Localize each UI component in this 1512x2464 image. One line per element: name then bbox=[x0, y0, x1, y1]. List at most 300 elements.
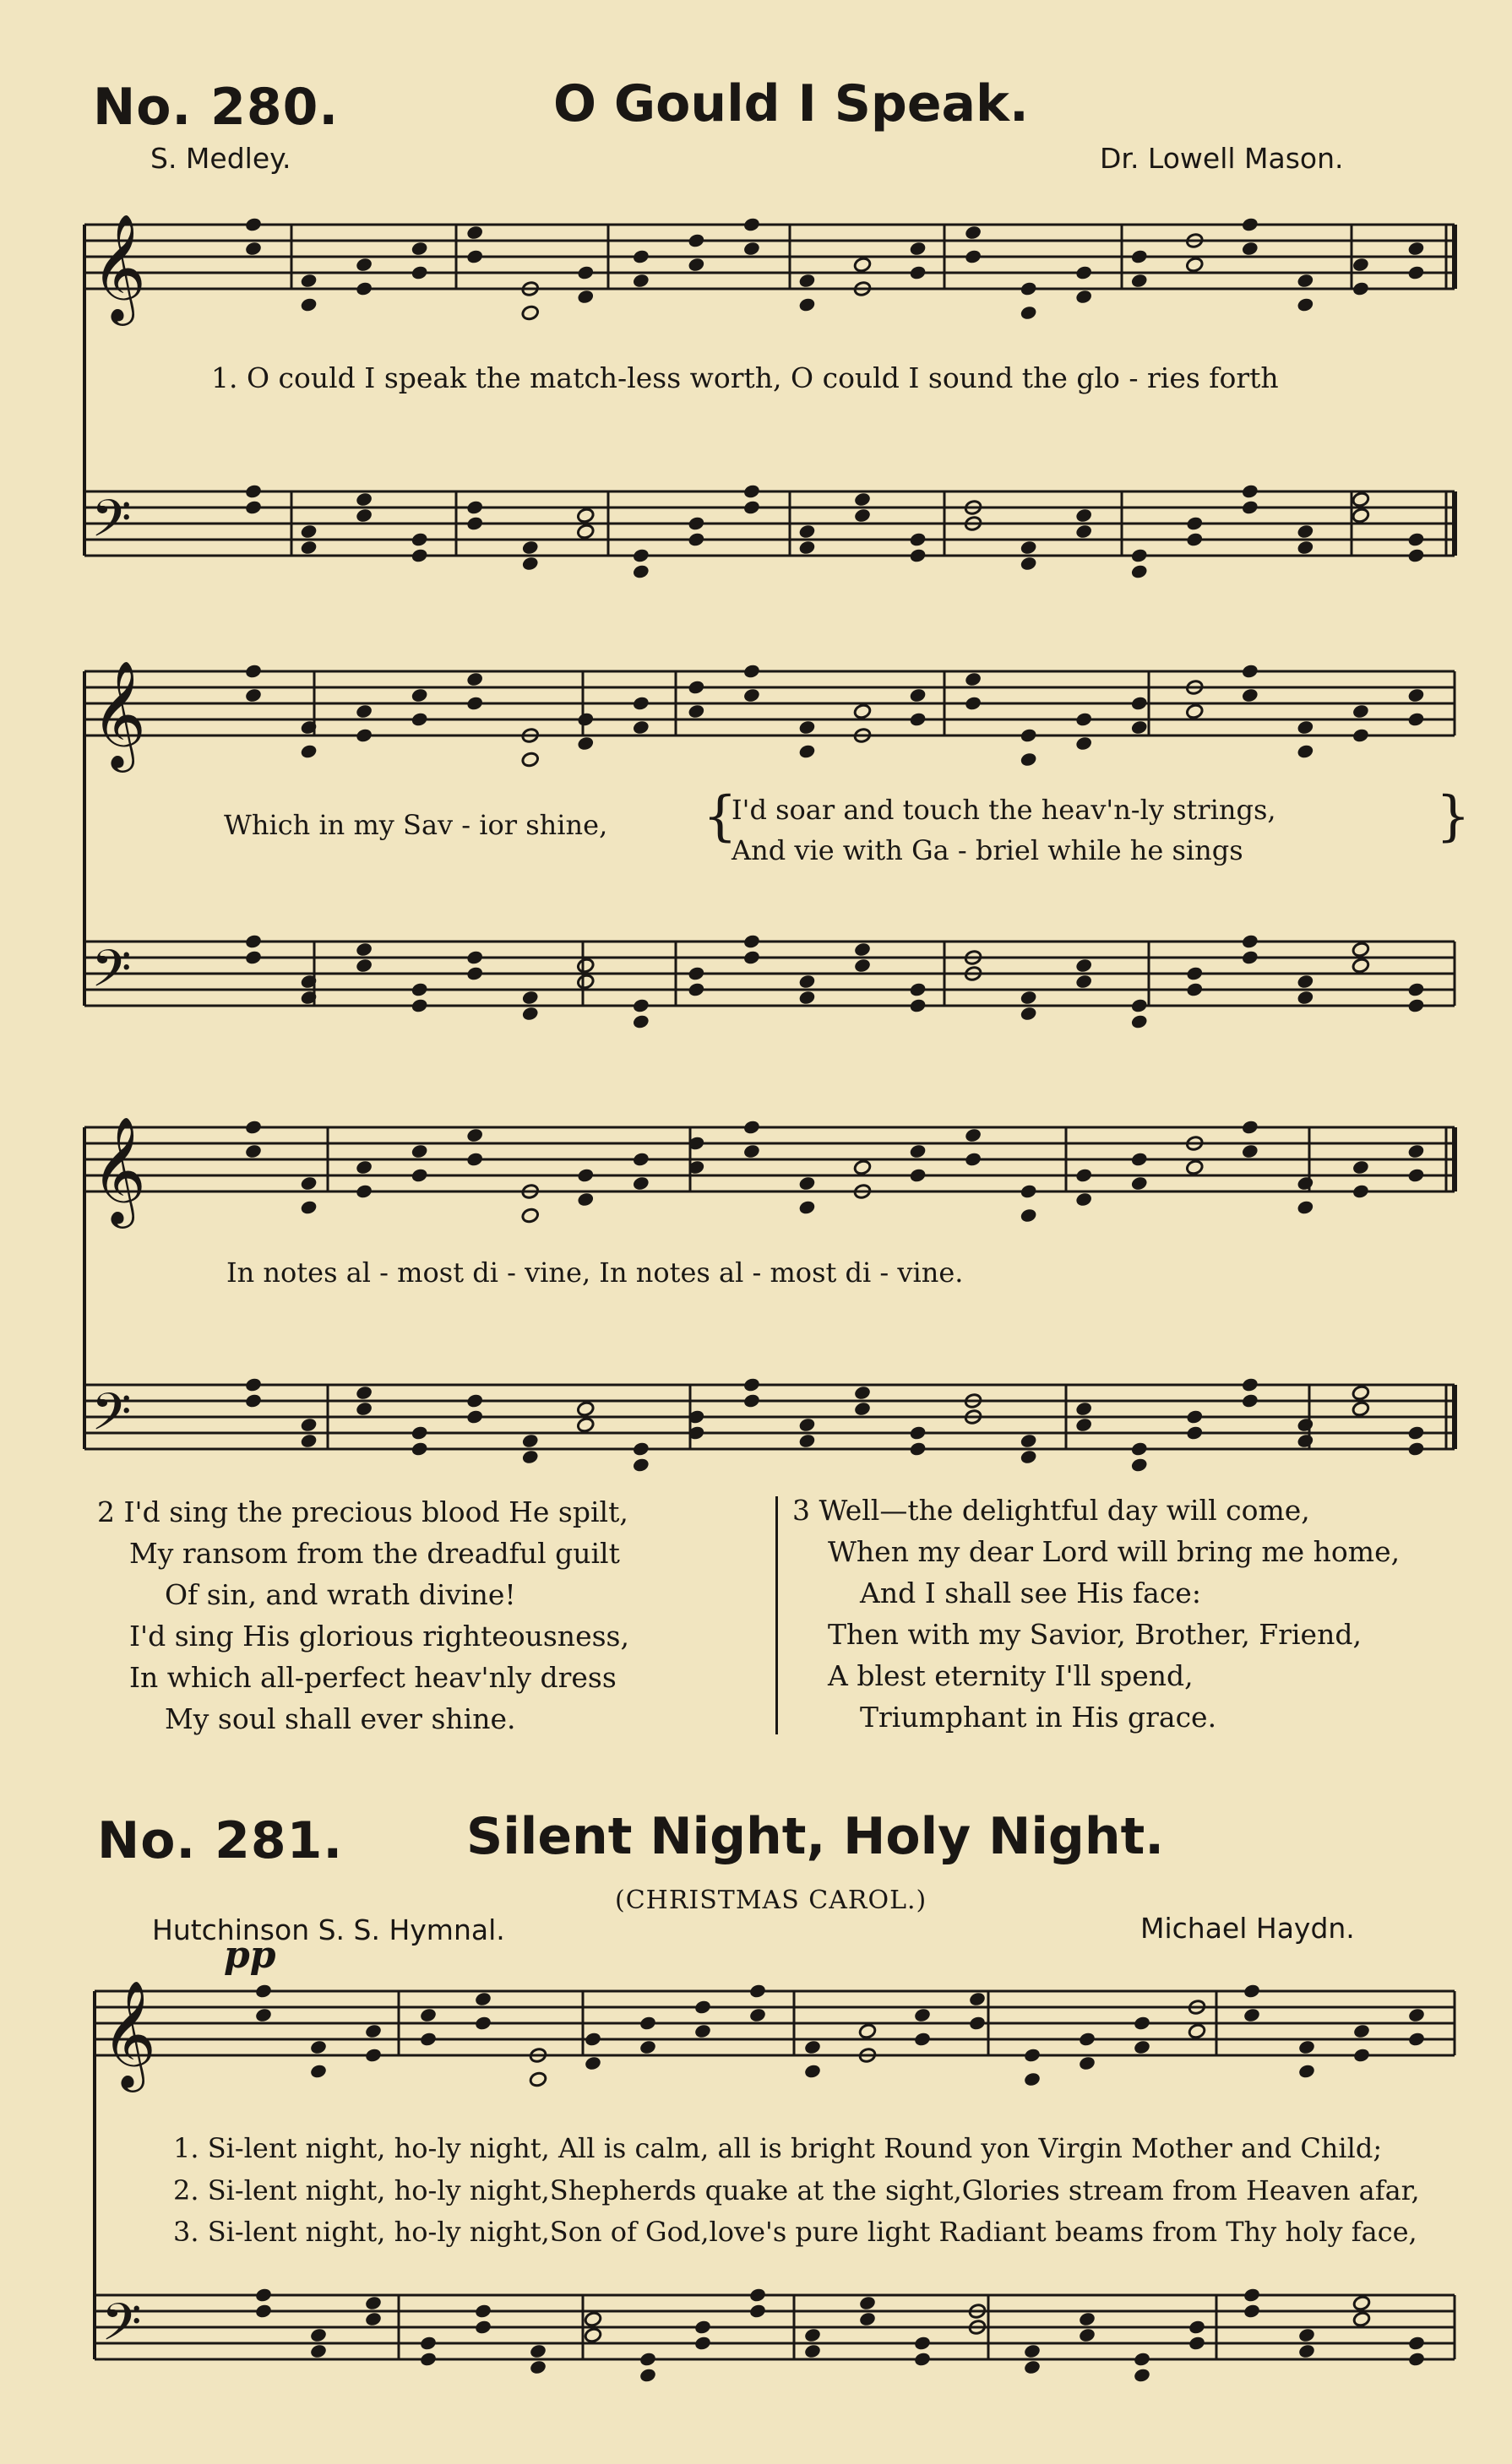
note-head bbox=[411, 547, 429, 563]
note-head bbox=[1241, 216, 1259, 232]
note-head bbox=[1241, 1392, 1259, 1408]
hymn-281-number: No. 281. bbox=[97, 1811, 344, 1870]
note-head bbox=[1407, 1441, 1426, 1457]
note-head bbox=[688, 703, 706, 719]
note-head bbox=[521, 540, 540, 556]
note-head bbox=[742, 663, 761, 679]
note-head bbox=[1020, 305, 1038, 321]
note-head bbox=[1241, 687, 1259, 703]
note-head bbox=[909, 997, 927, 1013]
note-head bbox=[803, 2039, 822, 2055]
note-head bbox=[1407, 997, 1426, 1013]
note-head bbox=[1020, 752, 1038, 768]
note-head bbox=[1407, 241, 1426, 257]
note-head bbox=[355, 703, 373, 719]
note-head bbox=[1074, 264, 1093, 280]
note-head bbox=[1297, 2343, 1316, 2359]
note-head bbox=[411, 241, 429, 257]
note-head bbox=[1243, 1983, 1261, 1999]
note-head bbox=[909, 241, 927, 257]
note-head bbox=[803, 2063, 822, 2079]
note-head bbox=[1352, 1183, 1370, 1199]
note-head bbox=[909, 264, 927, 280]
note-head bbox=[742, 1119, 761, 1135]
verse-line: My soul shall ever shine. bbox=[165, 1702, 516, 1735]
note-head bbox=[1074, 711, 1093, 727]
note-head bbox=[798, 296, 817, 312]
verse-line: And I shall see His face: bbox=[860, 1577, 1201, 1609]
note-head bbox=[411, 264, 429, 280]
dynamic-marking: pp bbox=[224, 1934, 276, 1977]
note-head bbox=[411, 981, 429, 997]
note-head bbox=[576, 1401, 595, 1417]
note-head bbox=[300, 1433, 318, 1449]
note-head bbox=[798, 1433, 817, 1449]
note-head bbox=[465, 225, 484, 241]
left-brace-glyph: { bbox=[703, 785, 737, 848]
note-head bbox=[913, 2351, 932, 2367]
note-head bbox=[1407, 1167, 1426, 1183]
verse-line: My ransom from the dreadful guilt bbox=[129, 1537, 620, 1570]
note-head bbox=[909, 1425, 927, 1441]
note-head bbox=[355, 1183, 373, 1199]
note-head bbox=[419, 2031, 438, 2047]
verse-line: In which all-perfect heav'nly dress bbox=[129, 1661, 617, 1694]
bass-clef: 𝄢 bbox=[91, 939, 132, 1012]
note-head bbox=[355, 491, 373, 507]
note-head bbox=[1188, 2023, 1206, 2039]
note-head bbox=[355, 1159, 373, 1175]
note-head bbox=[1023, 2047, 1042, 2063]
note-head bbox=[465, 695, 484, 711]
note-head bbox=[742, 949, 761, 965]
note-head bbox=[1352, 2311, 1371, 2327]
note-head bbox=[1130, 695, 1149, 711]
note-head bbox=[1074, 507, 1093, 524]
note-head bbox=[1241, 663, 1259, 679]
note-head bbox=[909, 1167, 927, 1183]
note-head bbox=[853, 1401, 872, 1417]
note-head bbox=[1241, 949, 1259, 965]
note-head bbox=[688, 531, 706, 547]
treble-clef: 𝄞 bbox=[101, 1979, 157, 2087]
note-head bbox=[913, 2007, 932, 2023]
note-head bbox=[1023, 2343, 1042, 2359]
note-head bbox=[411, 1143, 429, 1159]
note-head bbox=[798, 743, 817, 759]
note-head bbox=[1020, 540, 1038, 556]
note-head bbox=[244, 483, 263, 499]
note-head bbox=[1185, 1159, 1204, 1175]
note-head bbox=[1020, 1183, 1038, 1199]
note-head bbox=[576, 524, 595, 540]
note-head bbox=[584, 2311, 602, 2327]
note-head bbox=[465, 1127, 484, 1143]
note-head bbox=[521, 1208, 540, 1224]
note-head bbox=[521, 1433, 540, 1449]
right-brace-glyph: } bbox=[1436, 785, 1471, 848]
clefs bbox=[91, 213, 156, 2365]
hymn-280-system-1-lyrics: 1. O could I speak the match-less worth, O could I sound the glo - ries forth bbox=[211, 361, 1279, 394]
note-head bbox=[1407, 547, 1426, 563]
note-head bbox=[909, 687, 927, 703]
hymn-281-lyric-verse-2: 2. Si-lent night, ho-ly night,Shepherds quake at the sight,Glories stream from Heaven afar, bbox=[173, 2174, 1420, 2206]
note-head bbox=[1130, 563, 1149, 579]
note-head bbox=[1078, 2311, 1096, 2327]
note-head bbox=[1297, 296, 1315, 312]
note-head bbox=[742, 499, 761, 515]
note-head bbox=[1074, 524, 1093, 540]
note-head bbox=[1407, 531, 1426, 547]
note-head bbox=[576, 711, 595, 727]
note-head bbox=[798, 540, 817, 556]
note-head bbox=[798, 719, 817, 735]
verse-line: A blest eternity I'll spend, bbox=[828, 1659, 1194, 1692]
note-head bbox=[632, 1441, 650, 1457]
verse-line: I'd sing His glorious righteousness, bbox=[129, 1620, 629, 1653]
note-head bbox=[639, 2351, 657, 2367]
note-head bbox=[853, 507, 872, 524]
note-head bbox=[1020, 556, 1038, 572]
note-head bbox=[355, 257, 373, 273]
note-head bbox=[474, 1991, 492, 2007]
note-head bbox=[1133, 2039, 1151, 2055]
note-head bbox=[355, 727, 373, 743]
note-head bbox=[1297, 2063, 1316, 2079]
note-head bbox=[300, 524, 318, 540]
note-head bbox=[632, 1457, 650, 1473]
note-head bbox=[913, 2031, 932, 2047]
note-head bbox=[853, 1385, 872, 1401]
note-head bbox=[1023, 2071, 1042, 2087]
note-head bbox=[853, 942, 872, 958]
note-head bbox=[309, 2039, 328, 2055]
note-head bbox=[584, 2327, 602, 2343]
note-head bbox=[309, 2343, 328, 2359]
note-head bbox=[521, 305, 540, 321]
note-head bbox=[576, 974, 595, 990]
note-head bbox=[1020, 1006, 1038, 1022]
note-head bbox=[1133, 2367, 1151, 2383]
note-head bbox=[1241, 1376, 1259, 1392]
note-head bbox=[1185, 257, 1204, 273]
note-head bbox=[909, 531, 927, 547]
note-head bbox=[688, 515, 706, 531]
note-head bbox=[355, 1401, 373, 1417]
note-head bbox=[411, 1167, 429, 1183]
note-head bbox=[1352, 257, 1370, 273]
note-head bbox=[1130, 1151, 1149, 1167]
note-head bbox=[355, 1385, 373, 1401]
note-head bbox=[1074, 1191, 1093, 1208]
note-head bbox=[1297, 273, 1315, 289]
note-head bbox=[521, 752, 540, 768]
note-head bbox=[521, 1449, 540, 1465]
note-head bbox=[1352, 1159, 1370, 1175]
note-head bbox=[1185, 981, 1204, 997]
note-head bbox=[909, 547, 927, 563]
note-head bbox=[1078, 2031, 1096, 2047]
note-heads bbox=[244, 216, 1426, 2383]
note-head bbox=[742, 216, 761, 232]
note-head bbox=[1407, 264, 1426, 280]
note-head bbox=[798, 273, 817, 289]
note-head bbox=[411, 711, 429, 727]
note-head bbox=[1133, 2015, 1151, 2031]
note-head bbox=[465, 1392, 484, 1408]
note-head bbox=[1130, 547, 1149, 563]
note-head bbox=[1352, 280, 1370, 296]
treble-clef: 𝄞 bbox=[91, 213, 147, 321]
note-head bbox=[419, 2335, 438, 2351]
hymn-281-subtitle: (CHRISTMAS CAROL.) bbox=[615, 1886, 927, 1915]
hymn-280-verse-3 bbox=[792, 1490, 1400, 1738]
note-head bbox=[853, 257, 872, 273]
note-head bbox=[1074, 289, 1093, 305]
note-head bbox=[858, 2295, 877, 2311]
note-head bbox=[858, 2023, 877, 2039]
hymn-280-number: No. 280. bbox=[93, 78, 340, 137]
note-head bbox=[639, 2015, 657, 2031]
note-head bbox=[1352, 2295, 1371, 2311]
note-head bbox=[300, 1199, 318, 1215]
note-head bbox=[853, 958, 872, 974]
note-head bbox=[576, 289, 595, 305]
note-head bbox=[1020, 727, 1038, 743]
note-head bbox=[798, 1175, 817, 1191]
note-head bbox=[521, 990, 540, 1006]
note-head bbox=[803, 2327, 822, 2343]
note-head bbox=[1241, 241, 1259, 257]
note-head bbox=[964, 225, 982, 241]
note-head bbox=[465, 515, 484, 531]
hymn-280-music-credit: Dr. Lowell Mason. bbox=[1100, 142, 1344, 175]
note-head bbox=[419, 2351, 438, 2367]
note-head bbox=[300, 273, 318, 289]
note-head bbox=[576, 735, 595, 752]
note-head bbox=[1407, 1143, 1426, 1159]
note-head bbox=[1185, 1425, 1204, 1441]
note-head bbox=[748, 1983, 767, 1999]
note-head bbox=[639, 2039, 657, 2055]
note-head bbox=[244, 949, 263, 965]
note-head bbox=[1407, 981, 1426, 997]
note-head bbox=[632, 1175, 650, 1191]
note-head bbox=[1020, 280, 1038, 296]
note-head bbox=[411, 997, 429, 1013]
note-head bbox=[1352, 958, 1370, 974]
note-head bbox=[576, 1167, 595, 1183]
verse-line: 2 I'd sing the precious blood He spilt, bbox=[97, 1495, 628, 1528]
note-head bbox=[529, 2071, 547, 2087]
verse-line: Of sin, and wrath divine! bbox=[165, 1578, 516, 1611]
note-head bbox=[411, 687, 429, 703]
note-head bbox=[244, 687, 263, 703]
note-head bbox=[964, 1127, 982, 1143]
note-head bbox=[1407, 1425, 1426, 1441]
note-head bbox=[1130, 719, 1149, 735]
note-head bbox=[853, 1159, 872, 1175]
note-head bbox=[798, 1199, 817, 1215]
hymn-280-system-2-lyrics-upper: I'd soar and touch the heav'n-ly strings, bbox=[732, 794, 1276, 826]
note-head bbox=[254, 2303, 273, 2319]
bass-clef: 𝄢 bbox=[101, 2293, 142, 2365]
note-head bbox=[355, 958, 373, 974]
note-head bbox=[1297, 974, 1315, 990]
note-head bbox=[909, 981, 927, 997]
note-head bbox=[300, 540, 318, 556]
note-head bbox=[244, 1376, 263, 1392]
note-head bbox=[1407, 2007, 1426, 2023]
note-head bbox=[798, 524, 817, 540]
note-head bbox=[1074, 974, 1093, 990]
note-head bbox=[964, 695, 982, 711]
note-head bbox=[411, 531, 429, 547]
note-head bbox=[1241, 483, 1259, 499]
note-head bbox=[858, 2311, 877, 2327]
note-head bbox=[1078, 2055, 1096, 2071]
note-head bbox=[1130, 1441, 1149, 1457]
note-head bbox=[632, 273, 650, 289]
note-head bbox=[1241, 499, 1259, 515]
note-head bbox=[576, 1191, 595, 1208]
note-head bbox=[693, 2319, 712, 2335]
note-head bbox=[419, 2007, 438, 2023]
note-head bbox=[474, 2303, 492, 2319]
note-head bbox=[1352, 942, 1370, 958]
note-head bbox=[1020, 1449, 1038, 1465]
note-head bbox=[968, 2015, 987, 2031]
hymn-281-words-credit: Hutchinson S. S. Hymnal. bbox=[152, 1913, 505, 1946]
note-head bbox=[584, 2055, 602, 2071]
note-head bbox=[803, 2343, 822, 2359]
note-head bbox=[693, 2023, 712, 2039]
verse-divider bbox=[775, 1496, 778, 1734]
note-head bbox=[748, 2303, 767, 2319]
hymn-281-lyric-verse-3: 3. Si-lent night, ho-ly night,Son of God,love's pure light Radiant beams from Thy holy face, bbox=[173, 2216, 1417, 2248]
note-head bbox=[244, 216, 263, 232]
note-head bbox=[742, 241, 761, 257]
note-head bbox=[529, 2343, 547, 2359]
note-head bbox=[1074, 1401, 1093, 1417]
note-head bbox=[853, 703, 872, 719]
note-head bbox=[364, 2311, 383, 2327]
note-head bbox=[1407, 687, 1426, 703]
note-head bbox=[1297, 990, 1315, 1006]
note-head bbox=[742, 687, 761, 703]
note-head bbox=[1188, 2319, 1206, 2335]
note-head bbox=[1130, 997, 1149, 1013]
note-head bbox=[576, 958, 595, 974]
note-head bbox=[244, 1119, 263, 1135]
note-head bbox=[1074, 1417, 1093, 1433]
note-head bbox=[909, 1143, 927, 1159]
note-head bbox=[632, 1013, 650, 1029]
note-head bbox=[521, 556, 540, 572]
note-head bbox=[913, 2335, 932, 2351]
note-head bbox=[909, 1441, 927, 1457]
note-head bbox=[465, 965, 484, 981]
note-head bbox=[1352, 1385, 1370, 1401]
note-head bbox=[688, 981, 706, 997]
note-head bbox=[688, 232, 706, 248]
note-head bbox=[364, 2295, 383, 2311]
note-head bbox=[465, 248, 484, 264]
note-head bbox=[632, 1151, 650, 1167]
note-head bbox=[742, 483, 761, 499]
note-head bbox=[411, 1441, 429, 1457]
note-head bbox=[244, 1392, 263, 1408]
note-head bbox=[1352, 2047, 1371, 2063]
note-head bbox=[798, 1417, 817, 1433]
note-head bbox=[1297, 540, 1315, 556]
verse-line: When my dear Lord will bring me home, bbox=[828, 1535, 1401, 1568]
note-head bbox=[465, 1408, 484, 1425]
verse-line: Triumphant in His grace. bbox=[860, 1701, 1217, 1734]
note-head bbox=[1297, 1199, 1315, 1215]
note-head bbox=[1130, 248, 1149, 264]
note-head bbox=[474, 2319, 492, 2335]
note-head bbox=[1297, 524, 1315, 540]
note-head bbox=[1241, 1119, 1259, 1135]
note-head bbox=[1297, 743, 1315, 759]
note-head bbox=[742, 1143, 761, 1159]
note-head bbox=[1078, 2327, 1096, 2343]
note-head bbox=[693, 1999, 712, 2015]
note-head bbox=[300, 743, 318, 759]
treble-clef: 𝄞 bbox=[91, 1115, 147, 1224]
note-head bbox=[1020, 1208, 1038, 1224]
note-head bbox=[632, 563, 650, 579]
note-head bbox=[1352, 491, 1370, 507]
note-head bbox=[1352, 703, 1370, 719]
note-head bbox=[244, 499, 263, 515]
note-head bbox=[688, 965, 706, 981]
note-head bbox=[1243, 2007, 1261, 2023]
note-head bbox=[300, 296, 318, 312]
note-head bbox=[909, 711, 927, 727]
note-head bbox=[521, 1006, 540, 1022]
note-head bbox=[742, 933, 761, 949]
note-head bbox=[465, 949, 484, 965]
note-head bbox=[1297, 1433, 1315, 1449]
note-head bbox=[688, 257, 706, 273]
note-head bbox=[254, 2007, 273, 2023]
note-head bbox=[1130, 1013, 1149, 1029]
note-head bbox=[1023, 2359, 1042, 2375]
note-head bbox=[584, 2031, 602, 2047]
note-head bbox=[309, 2327, 328, 2343]
note-head bbox=[244, 241, 263, 257]
note-head bbox=[853, 491, 872, 507]
note-head bbox=[1407, 2351, 1426, 2367]
note-head bbox=[798, 974, 817, 990]
note-head bbox=[355, 942, 373, 958]
note-head bbox=[1243, 2287, 1261, 2303]
note-head bbox=[576, 507, 595, 524]
hymn-280-words-credit: S. Medley. bbox=[150, 142, 291, 175]
note-head bbox=[465, 499, 484, 515]
note-head bbox=[1243, 2303, 1261, 2319]
hymn-281-title: Silent Night, Holy Night. bbox=[466, 1807, 1165, 1866]
note-head bbox=[742, 1392, 761, 1408]
note-head bbox=[742, 1376, 761, 1392]
note-head bbox=[632, 547, 650, 563]
note-head bbox=[1297, 1417, 1315, 1433]
note-head bbox=[529, 2359, 547, 2375]
note-head bbox=[1130, 1175, 1149, 1191]
note-head bbox=[465, 671, 484, 687]
